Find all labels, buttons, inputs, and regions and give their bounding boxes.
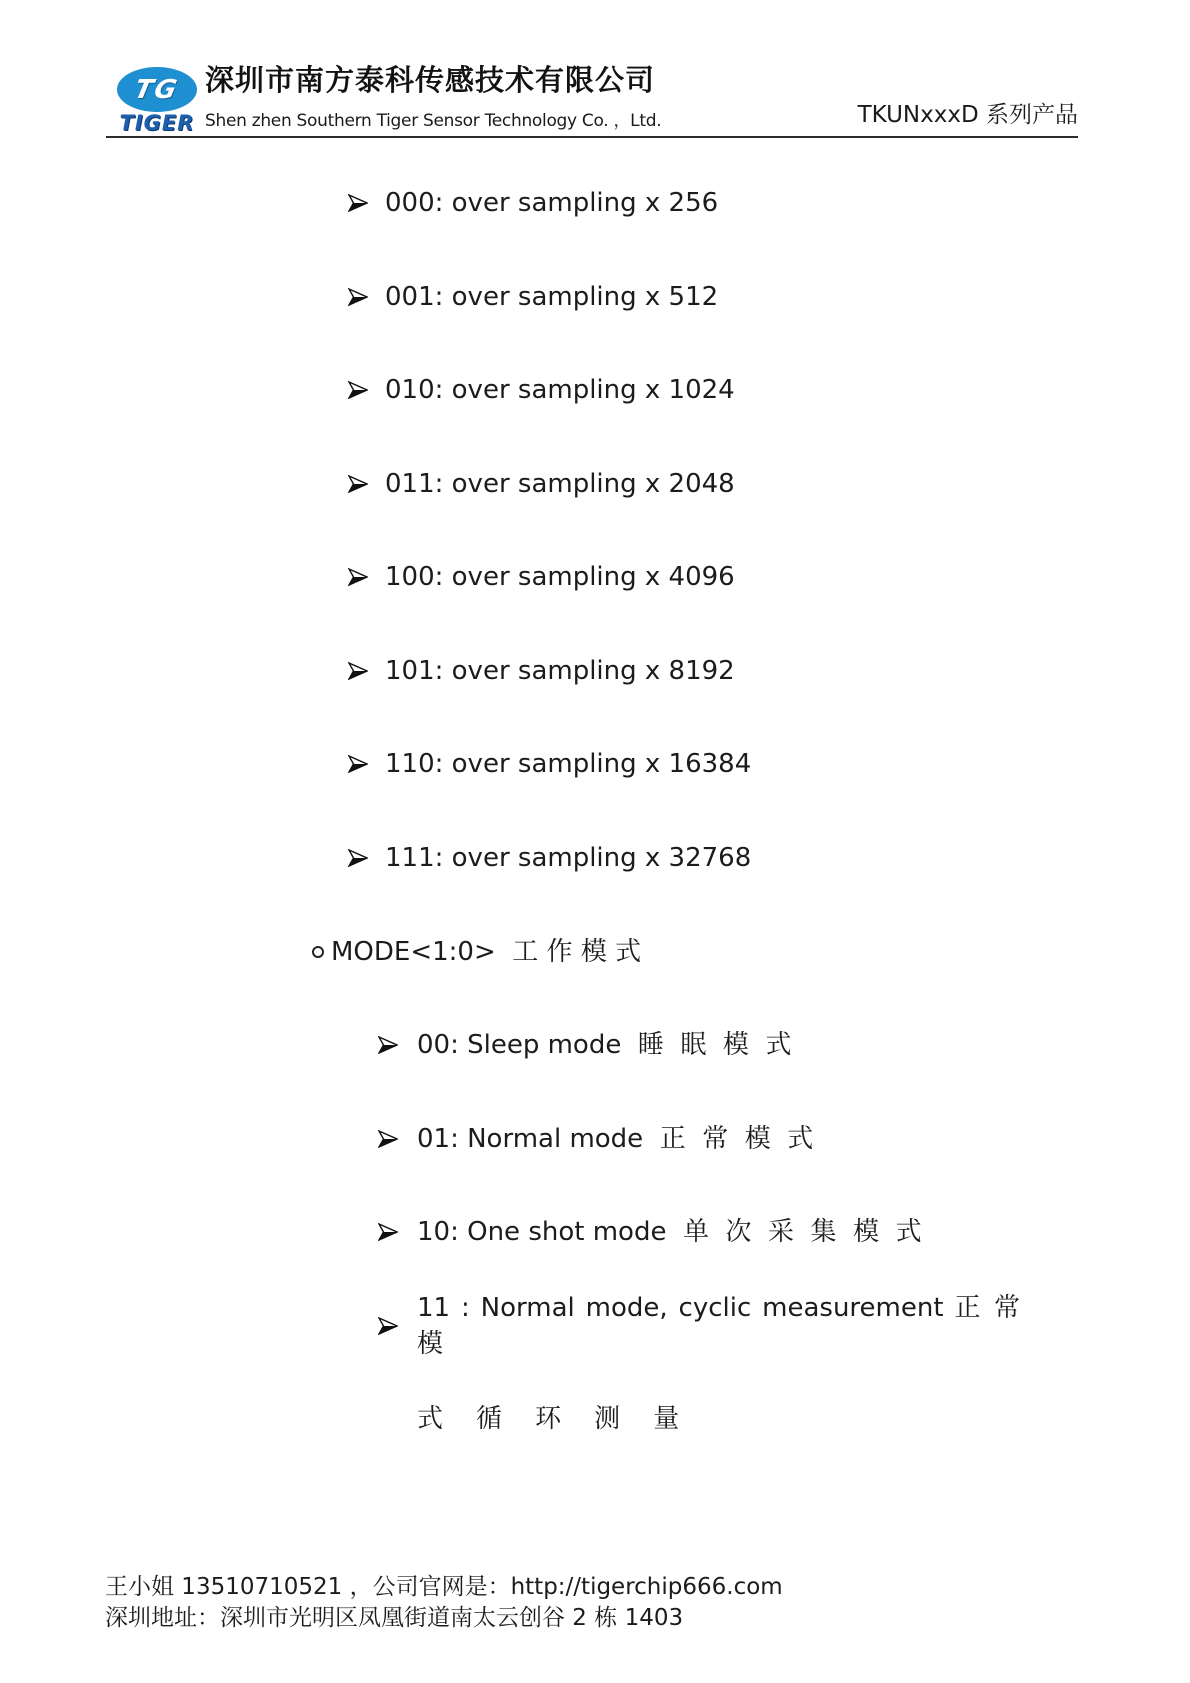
contact-line: 王小姐 13510710521 ，公司官网是：http://tigerchip666.com [105, 1574, 783, 1600]
list-item [378, 1214, 922, 1250]
arrow-bullet-icon [348, 194, 368, 212]
arrow-bullet-icon [348, 475, 368, 493]
list-item-label: 11 : Normal mode, cyclic measurement 正 常 模 [417, 1293, 1029, 1359]
list-item [378, 1027, 791, 1063]
list-item-label: 式 循 环 测 量 [417, 1404, 680, 1434]
list-item-label: 101: over sampling x 8192 [385, 656, 735, 686]
list-item [348, 372, 735, 408]
arrow-bullet-icon [348, 849, 368, 867]
product-series-title: TKUNxxxD 系列产品 [857, 102, 1078, 128]
list-item-label: 110: over sampling x 16384 [385, 749, 752, 779]
address-line: 深圳地址：深圳市光明区凤凰街道南太云创谷 2 栋 1403 [105, 1605, 684, 1631]
list-item-label: 010: over sampling x 1024 [385, 375, 735, 405]
arrow-bullet-icon [348, 288, 368, 306]
logo-tg-monogram: TG [132, 74, 182, 105]
list-item-label: 011: over sampling x 2048 [385, 469, 735, 499]
list-item-label: 00: Sleep mode 睡 眠 模 式 [417, 1030, 792, 1060]
circle-bullet-icon [312, 946, 324, 958]
arrow-bullet-icon [348, 662, 368, 680]
list-item-label: 000: over sampling x 256 [385, 188, 719, 218]
list-item-label: 10: One shot mode 单 次 采 集 模 式 [417, 1217, 922, 1247]
list-item [348, 559, 735, 595]
arrow-bullet-icon [348, 755, 368, 773]
mode-heading-label: MODE<1:0> 工 作 模 式 [331, 937, 642, 967]
company-name-cn: 深圳市南方泰科传感技术有限公司 [205, 63, 656, 97]
list-item [378, 1293, 1029, 1359]
arrow-bullet-icon [378, 1223, 398, 1241]
logo-wordmark: TIGER [119, 111, 195, 135]
arrow-bullet-icon [378, 1317, 398, 1335]
list-item [348, 185, 718, 221]
company-name-en: Shen zhen Southern Tiger Sensor Technology Co. ，Ltd. [205, 111, 662, 131]
arrow-bullet-icon [378, 1130, 398, 1148]
arrow-bullet-icon [348, 568, 368, 586]
arrow-bullet-icon [348, 381, 368, 399]
list-item [348, 653, 735, 689]
header-divider [106, 136, 1078, 138]
page-footer [105, 1572, 783, 1634]
list-item [348, 279, 718, 315]
tiger-logo-icon [117, 67, 197, 112]
list-item-label: 001: over sampling x 512 [385, 282, 719, 312]
list-item [348, 466, 735, 502]
list-item-continuation [417, 1401, 679, 1437]
list-item-label: 111: over sampling x 32768 [385, 843, 752, 873]
list-item [378, 1121, 813, 1157]
list-item [348, 746, 751, 782]
arrow-bullet-icon [378, 1036, 398, 1054]
list-item-label: 100: over sampling x 4096 [385, 562, 735, 592]
mode-heading [312, 934, 641, 970]
list-item-label: 01: Normal mode 正 常 模 式 [417, 1124, 814, 1154]
list-item [348, 840, 751, 876]
